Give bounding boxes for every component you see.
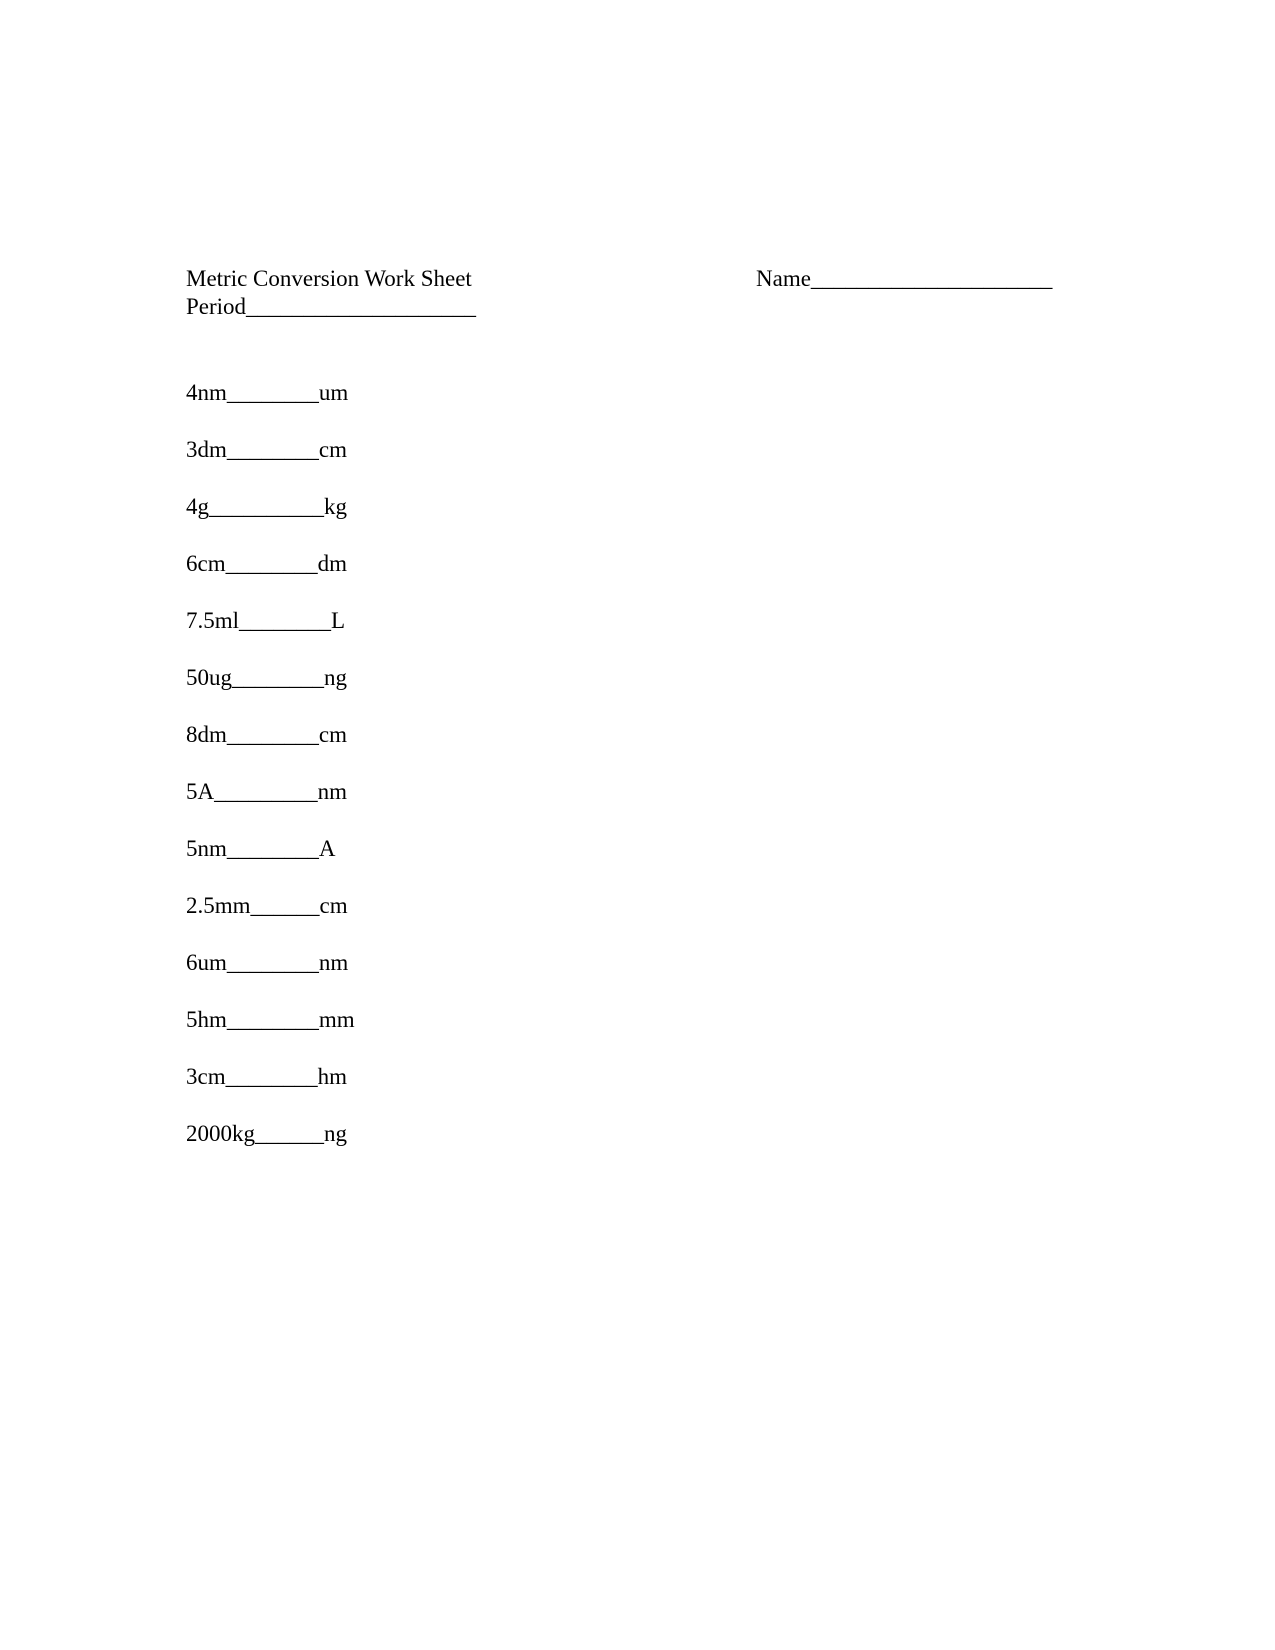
conversion-problem-1: 4nm________um xyxy=(186,380,349,405)
conversion-problem-5: 7.5ml________L xyxy=(186,608,346,633)
conversion-problem-list xyxy=(186,381,355,1179)
name-field-label: Name_____________________ xyxy=(756,266,1053,291)
conversion-problem-2: 3dm________cm xyxy=(186,437,347,462)
conversion-problem-12: 5hm________mm xyxy=(186,1007,355,1032)
conversion-problem-9: 5nm________A xyxy=(186,836,336,861)
worksheet-title: Metric Conversion Work Sheet xyxy=(186,266,472,291)
conversion-problem-4: 6cm________dm xyxy=(186,551,347,576)
period-field-label: Period____________________ xyxy=(186,294,477,319)
conversion-problem-14: 2000kg______ng xyxy=(186,1121,347,1146)
conversion-problem-11: 6um________nm xyxy=(186,950,349,975)
conversion-problem-6: 50ug________ng xyxy=(186,665,347,690)
conversion-problem-13: 3cm________hm xyxy=(186,1064,347,1089)
conversion-problem-10: 2.5mm______cm xyxy=(186,893,348,918)
conversion-problem-3: 4g__________kg xyxy=(186,494,347,519)
conversion-problem-8: 5A_________nm xyxy=(186,779,347,804)
conversion-problem-7: 8dm________cm xyxy=(186,722,347,747)
